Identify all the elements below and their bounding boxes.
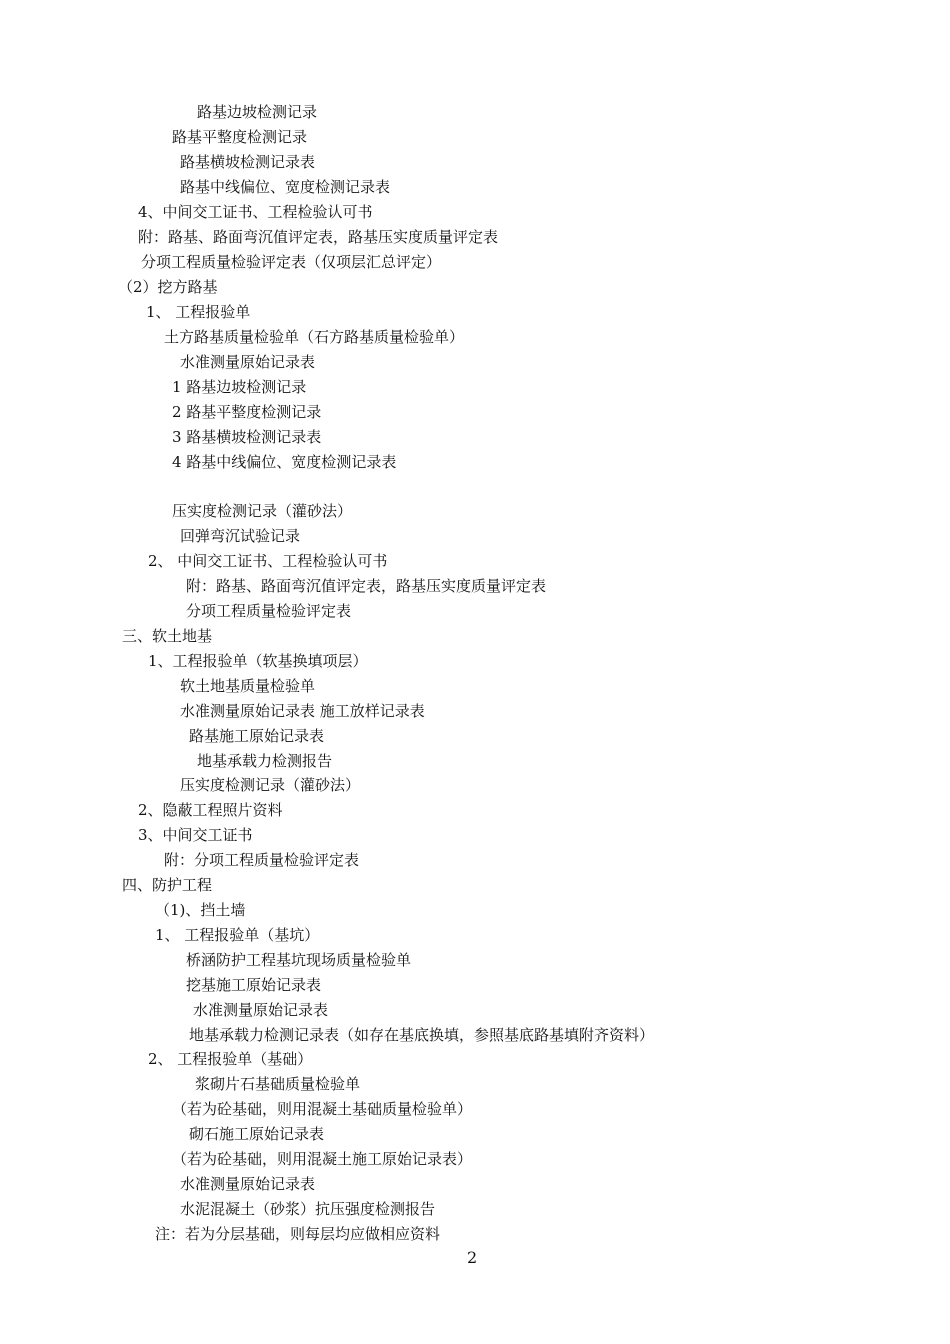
- text-line: 压实度检测记录（灌砂法）: [172, 502, 353, 520]
- text-line: 水泥混凝土（砂浆）抗压强度检测报告: [180, 1200, 436, 1218]
- text-line: 2、隐蔽工程照片资料: [138, 801, 283, 819]
- text-line: 分项工程质量检验评定表（仅项层汇总评定）: [141, 253, 442, 271]
- section-heading: 四、防护工程: [122, 876, 213, 894]
- text-line: 1 路基边坡检测记录: [172, 378, 307, 396]
- text-line: 压实度检测记录（灌砂法）: [180, 776, 361, 794]
- text-line: （若为砼基础，则用混凝土施工原始记录表）: [172, 1150, 473, 1168]
- text-line: 3、中间交工证书: [138, 826, 253, 844]
- text-line: 1、 工程报验单（基坑）: [155, 926, 320, 944]
- text-line: 回弹弯沉试验记录: [180, 527, 301, 545]
- text-line: 挖基施工原始记录表: [186, 976, 322, 994]
- text-line: 软土地基质量检验单: [180, 677, 316, 695]
- text-line: 2、 工程报验单（基础）: [148, 1050, 313, 1068]
- text-line: 水准测量原始记录表: [193, 1001, 329, 1019]
- text-line: 地基承载力检测报告: [197, 752, 333, 770]
- text-line: 3 路基横坡检测记录表: [172, 428, 322, 446]
- note-line: 注：若为分层基础，则每层均应做相应资料: [155, 1225, 441, 1243]
- section-heading: （2）挖方路基: [118, 278, 218, 296]
- text-line: 附：路基、路面弯沉值评定表，路基压实度质量评定表: [138, 228, 499, 246]
- text-line: 2 路基平整度检测记录: [172, 403, 322, 421]
- text-line: 地基承载力检测记录表（如存在基底换填，参照基底路基填附齐资料）: [189, 1026, 655, 1044]
- text-line: 浆砌片石基础质量检验单: [195, 1075, 361, 1093]
- text-line: （若为砼基础，则用混凝土基础质量检验单）: [172, 1100, 473, 1118]
- text-line: 附：路基、路面弯沉值评定表，路基压实度质量评定表: [186, 577, 547, 595]
- text-line: 砌石施工原始记录表: [189, 1125, 325, 1143]
- text-line: 路基横坡检测记录表: [180, 153, 316, 171]
- text-line: 分项工程质量检验评定表: [186, 602, 352, 620]
- text-line: 4、中间交工证书、工程检验认可书: [138, 203, 373, 221]
- text-line: （1)、挡土墙: [155, 901, 246, 919]
- text-line: 水准测量原始记录表: [180, 353, 316, 371]
- text-line: 路基施工原始记录表: [189, 727, 325, 745]
- text-line: 路基边坡检测记录: [197, 103, 318, 121]
- text-line: 附：分项工程质量检验评定表: [164, 851, 360, 869]
- text-line: 1、 工程报验单: [146, 303, 251, 321]
- text-line: 土方路基质量检验单（石方路基质量检验单）: [164, 328, 465, 346]
- text-line: 2、 中间交工证书、工程检验认可书: [148, 552, 388, 570]
- text-line: 水准测量原始记录表: [180, 1175, 316, 1193]
- text-line: 1、工程报验单（软基换填项层）: [148, 652, 368, 670]
- section-heading: 三、软土地基: [122, 627, 213, 645]
- text-line: 水准测量原始记录表 施工放样记录表: [180, 702, 425, 720]
- text-line: 桥涵防护工程基坑现场质量检验单: [186, 951, 412, 969]
- page-number: 2: [467, 1248, 478, 1267]
- text-line: 路基中线偏位、宽度检测记录表: [180, 178, 391, 196]
- text-line: 路基平整度检测记录: [172, 128, 308, 146]
- text-line: 4 路基中线偏位、宽度检测记录表: [172, 453, 397, 471]
